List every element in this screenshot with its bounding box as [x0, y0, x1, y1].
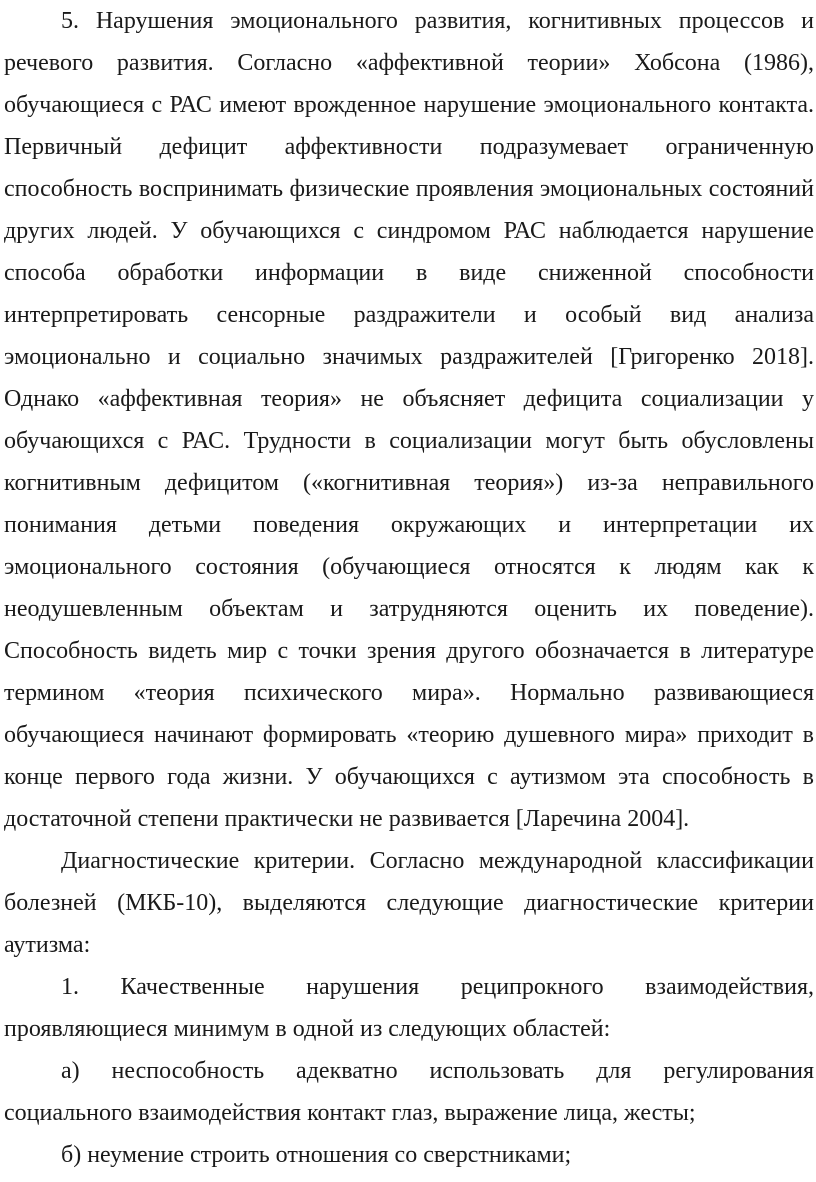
text-line: интерпретировать сенсорные раздражители и особый вид анализа: [4, 302, 814, 328]
text-line: речевого развития. Согласно «аффективной теории» Хобсона (1986),: [4, 50, 814, 76]
text-line: социального взаимодействия контакт глаз, выражение лица, жесты;: [4, 1100, 696, 1126]
text-line: Однако «аффективная теория» не объясняет дефицита социализации у: [4, 386, 814, 412]
text-line: обучающихся с РАС. Трудности в социализации могут быть обусловлены: [4, 428, 814, 454]
text-line: 5. Нарушения эмоционального развития, когнитивных процессов и: [61, 8, 814, 34]
text-line: достаточной степени практически не развивается [Ларечина 2004].: [4, 806, 690, 832]
list-item-line: 1. Качественные нарушения реципрокного взаимодействия,: [61, 974, 814, 1000]
text-line: обучающиеся начинают формировать «теорию душевного мира» приходит в: [4, 722, 814, 748]
text-line: других людей. У обучающихся с синдромом РАС наблюдается нарушение: [4, 218, 814, 244]
list-item-line: б) неумение строить отношения со сверстниками;: [61, 1142, 572, 1168]
text-line: эмоционально и социально значимых раздражителей [Григоренко 2018].: [4, 344, 814, 370]
text-line: способа обработки информации в виде сниженной способности: [4, 260, 814, 286]
text-line: понимания детьми поведения окружающих и интерпретации их: [4, 512, 814, 538]
text-line: способность воспринимать физические проявления эмоциональных состояний: [4, 176, 814, 202]
text-line: аутизма:: [4, 932, 91, 958]
list-item-line: а) неспособность адекватно использовать для регулирования: [61, 1058, 814, 1084]
text-line: неодушевленным объектам и затрудняются оценить их поведение).: [4, 596, 814, 622]
text-line: обучающиеся с РАС имеют врожденное нарушение эмоционального контакта.: [4, 92, 814, 118]
text-line: болезней (МКБ-10), выделяются следующие диагностические критерии: [4, 890, 814, 916]
text-line: Способность видеть мир с точки зрения другого обозначается в литературе: [4, 638, 814, 664]
text-line: когнитивным дефицитом («когнитивная теория») из-за неправильного: [4, 470, 814, 496]
text-line: эмоционального состояния (обучающиеся относятся к людям как к: [4, 554, 814, 580]
section-heading-line: Диагностические критерии. Согласно международной классификации: [61, 848, 814, 874]
text-line: Первичный дефицит аффективности подразумевает ограниченную: [4, 134, 814, 160]
text-line: конце первого года жизни. У обучающихся с аутизмом эта способность в: [4, 764, 814, 790]
text-line: термином «теория психического мира». Нормально развивающиеся: [4, 680, 814, 706]
text-line: проявляющиеся минимум в одной из следующих областей:: [4, 1016, 611, 1042]
